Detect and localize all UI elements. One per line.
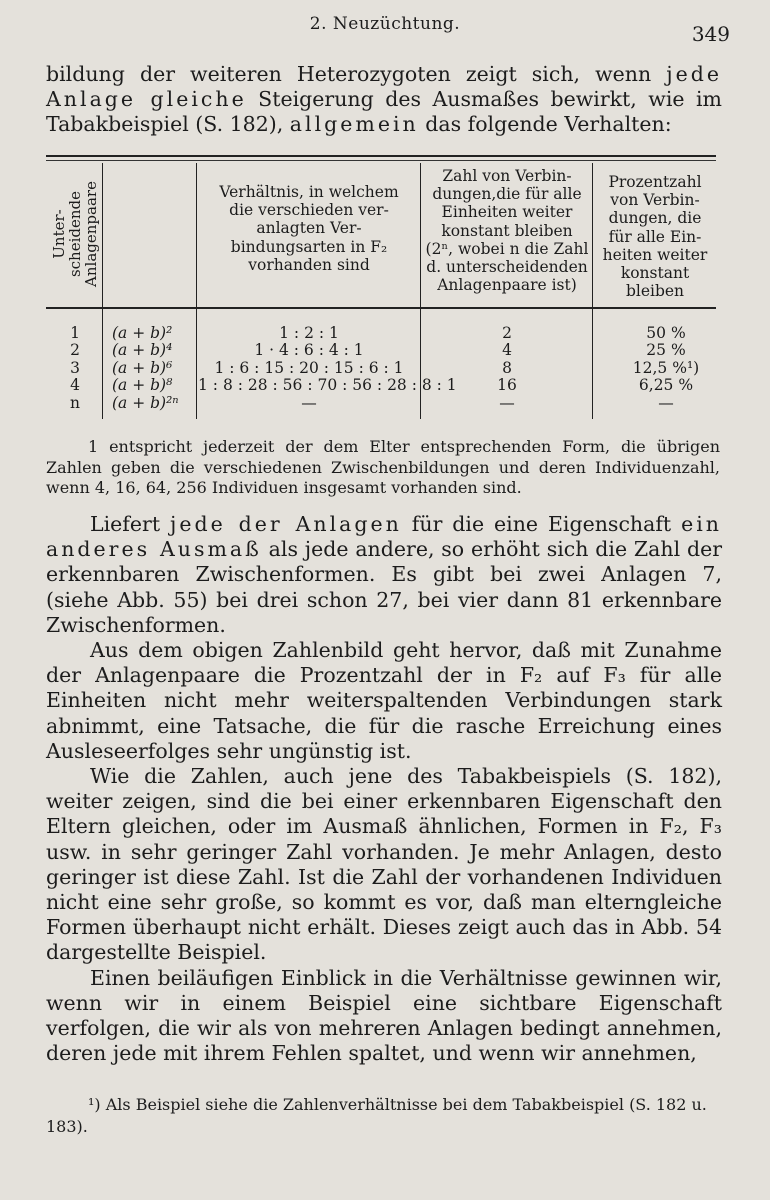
constant-count-values: 2 4 8 16 — bbox=[497, 324, 517, 412]
table-rule-header bbox=[46, 307, 716, 309]
segregation-table bbox=[46, 155, 716, 440]
header-zahl-verbindungen: Zahl von Verbin- dungen,die für alle Einheiten weiter konstant bleiben (2ⁿ, wobei n die Zahl d. unterscheidenden Anlagenpaare ist) bbox=[425, 167, 589, 295]
table-rule-top bbox=[46, 155, 716, 157]
table-note: 1 entspricht jederzeit der dem Elter entsprechenden Form, die übrigen Zahlen geben die verschiedenen Zwischenbildungen und deren Individuenzahl, wenn 4, 16, 64, 256 Individuen insgesamt vorhanden sind. bbox=[46, 437, 720, 497]
header-prozentzahl: Prozentzahl von Verbin- dungen, die für alle Ein- heiten weiter konstant bleiben bbox=[602, 173, 708, 301]
ratio-values: 1 : 2 : 1 1 · 4 : 6 : 4 : 1 1 : 6 : 15 : 20 : 15 : 6 : 1 1 : 8 : 28 : 56 : 70 : 56 : 28 : 8 : 1 — bbox=[198, 324, 457, 412]
table-rule-top-inner bbox=[46, 160, 716, 161]
body-paragraph: Aus dem obigen Zahlenbild geht hervor, daß mit Zunahme der Anlagenpaare die Prozentzahl der in F₂ auf F₃ für alle Einheiten nicht mehr weiterspaltenden Verbindungen stark abnimmt, eine Tatsache, die für die rasche Erreichung eines Ausleseerfolges sehr ungünstig ist. bbox=[46, 638, 722, 763]
body-paragraph: Wie die Zahlen, auch jene des Tabakbeispiels (S. 182), weiter zeigen, sind die bei einer erkennbaren Eigenschaft den Eltern gleichen, oder im Ausmaß ähnlichen, Formen in F₂, F₃ usw. in sehr geringer Zahl vorhanden. Je mehr Anlagen, desto geringer ist diese Zahl. Ist die Zahl der vorhandenen Individuen nicht eine sehr große, so kommt es vor, daß man elterngleiche Formen überhaupt nicht erhält. Dieses zeigt auch das in Abb. 54 dargestellte Beispiel. bbox=[46, 764, 722, 965]
header-verhaeltnis: Verhältnis, in welchem die verschieden ver- anlagten Ver- bindungsarten in F₂ vorhanden sind bbox=[219, 183, 399, 274]
body-paragraph: Liefert jede der Anlagen für die eine Eigenschaft ein anderes Ausmaß als jede andere, so erhöht sich die Zahl der erkennbaren Zwischenformen. Es gibt bei zwei Anlagen 7, (siehe Abb. 55) bei drei schon 27, bei vier dann 81 erkennbare Zwischenformen. bbox=[46, 512, 723, 637]
table-divider bbox=[592, 163, 593, 419]
table-divider bbox=[102, 163, 103, 419]
page-number: 349 bbox=[691, 22, 730, 46]
body-paragraph: Einen beiläufigen Einblick in die Verhältnisse gewinnen wir, wenn wir in einem Beispiel eine sichtbare Eigenschaft verfolgen, die wir als von mehreren Anlagen bedingt annehmen, deren jede mit ihrem Fehlen spaltet, und wenn wir annehmen, bbox=[46, 965, 722, 1066]
table-divider bbox=[196, 163, 197, 419]
body-text bbox=[46, 512, 722, 1066]
running-head: 2. Neuzüchtung. bbox=[309, 14, 461, 34]
binomial-values: (a + b)² (a + b)⁴ (a + b)⁶ (a + b)⁸ (a + b)²ⁿ bbox=[112, 324, 179, 412]
intro-paragraph: bildung der weiteren Heterozygoten zeigt sich, wenn jede Anlage gleiche Steigerung des Ausmaßes bewirkt, wie im Tabakbeispiel (S. 182), allgemein das folgende Verhalten: bbox=[46, 62, 722, 137]
footnote: ¹) Als Beispiel siehe die Zahlenverhältnisse bei dem Tabakbeispiel (S. 182 u. 183). bbox=[46, 1095, 707, 1136]
anlagenpaare-values: 1 2 3 4 n bbox=[70, 324, 80, 412]
header-anlagenpaare: Unter- scheidende Anlagenpaare bbox=[50, 181, 100, 287]
percent-values: 50 % 25 % 12,5 %¹) 6,25 % — bbox=[632, 324, 700, 412]
